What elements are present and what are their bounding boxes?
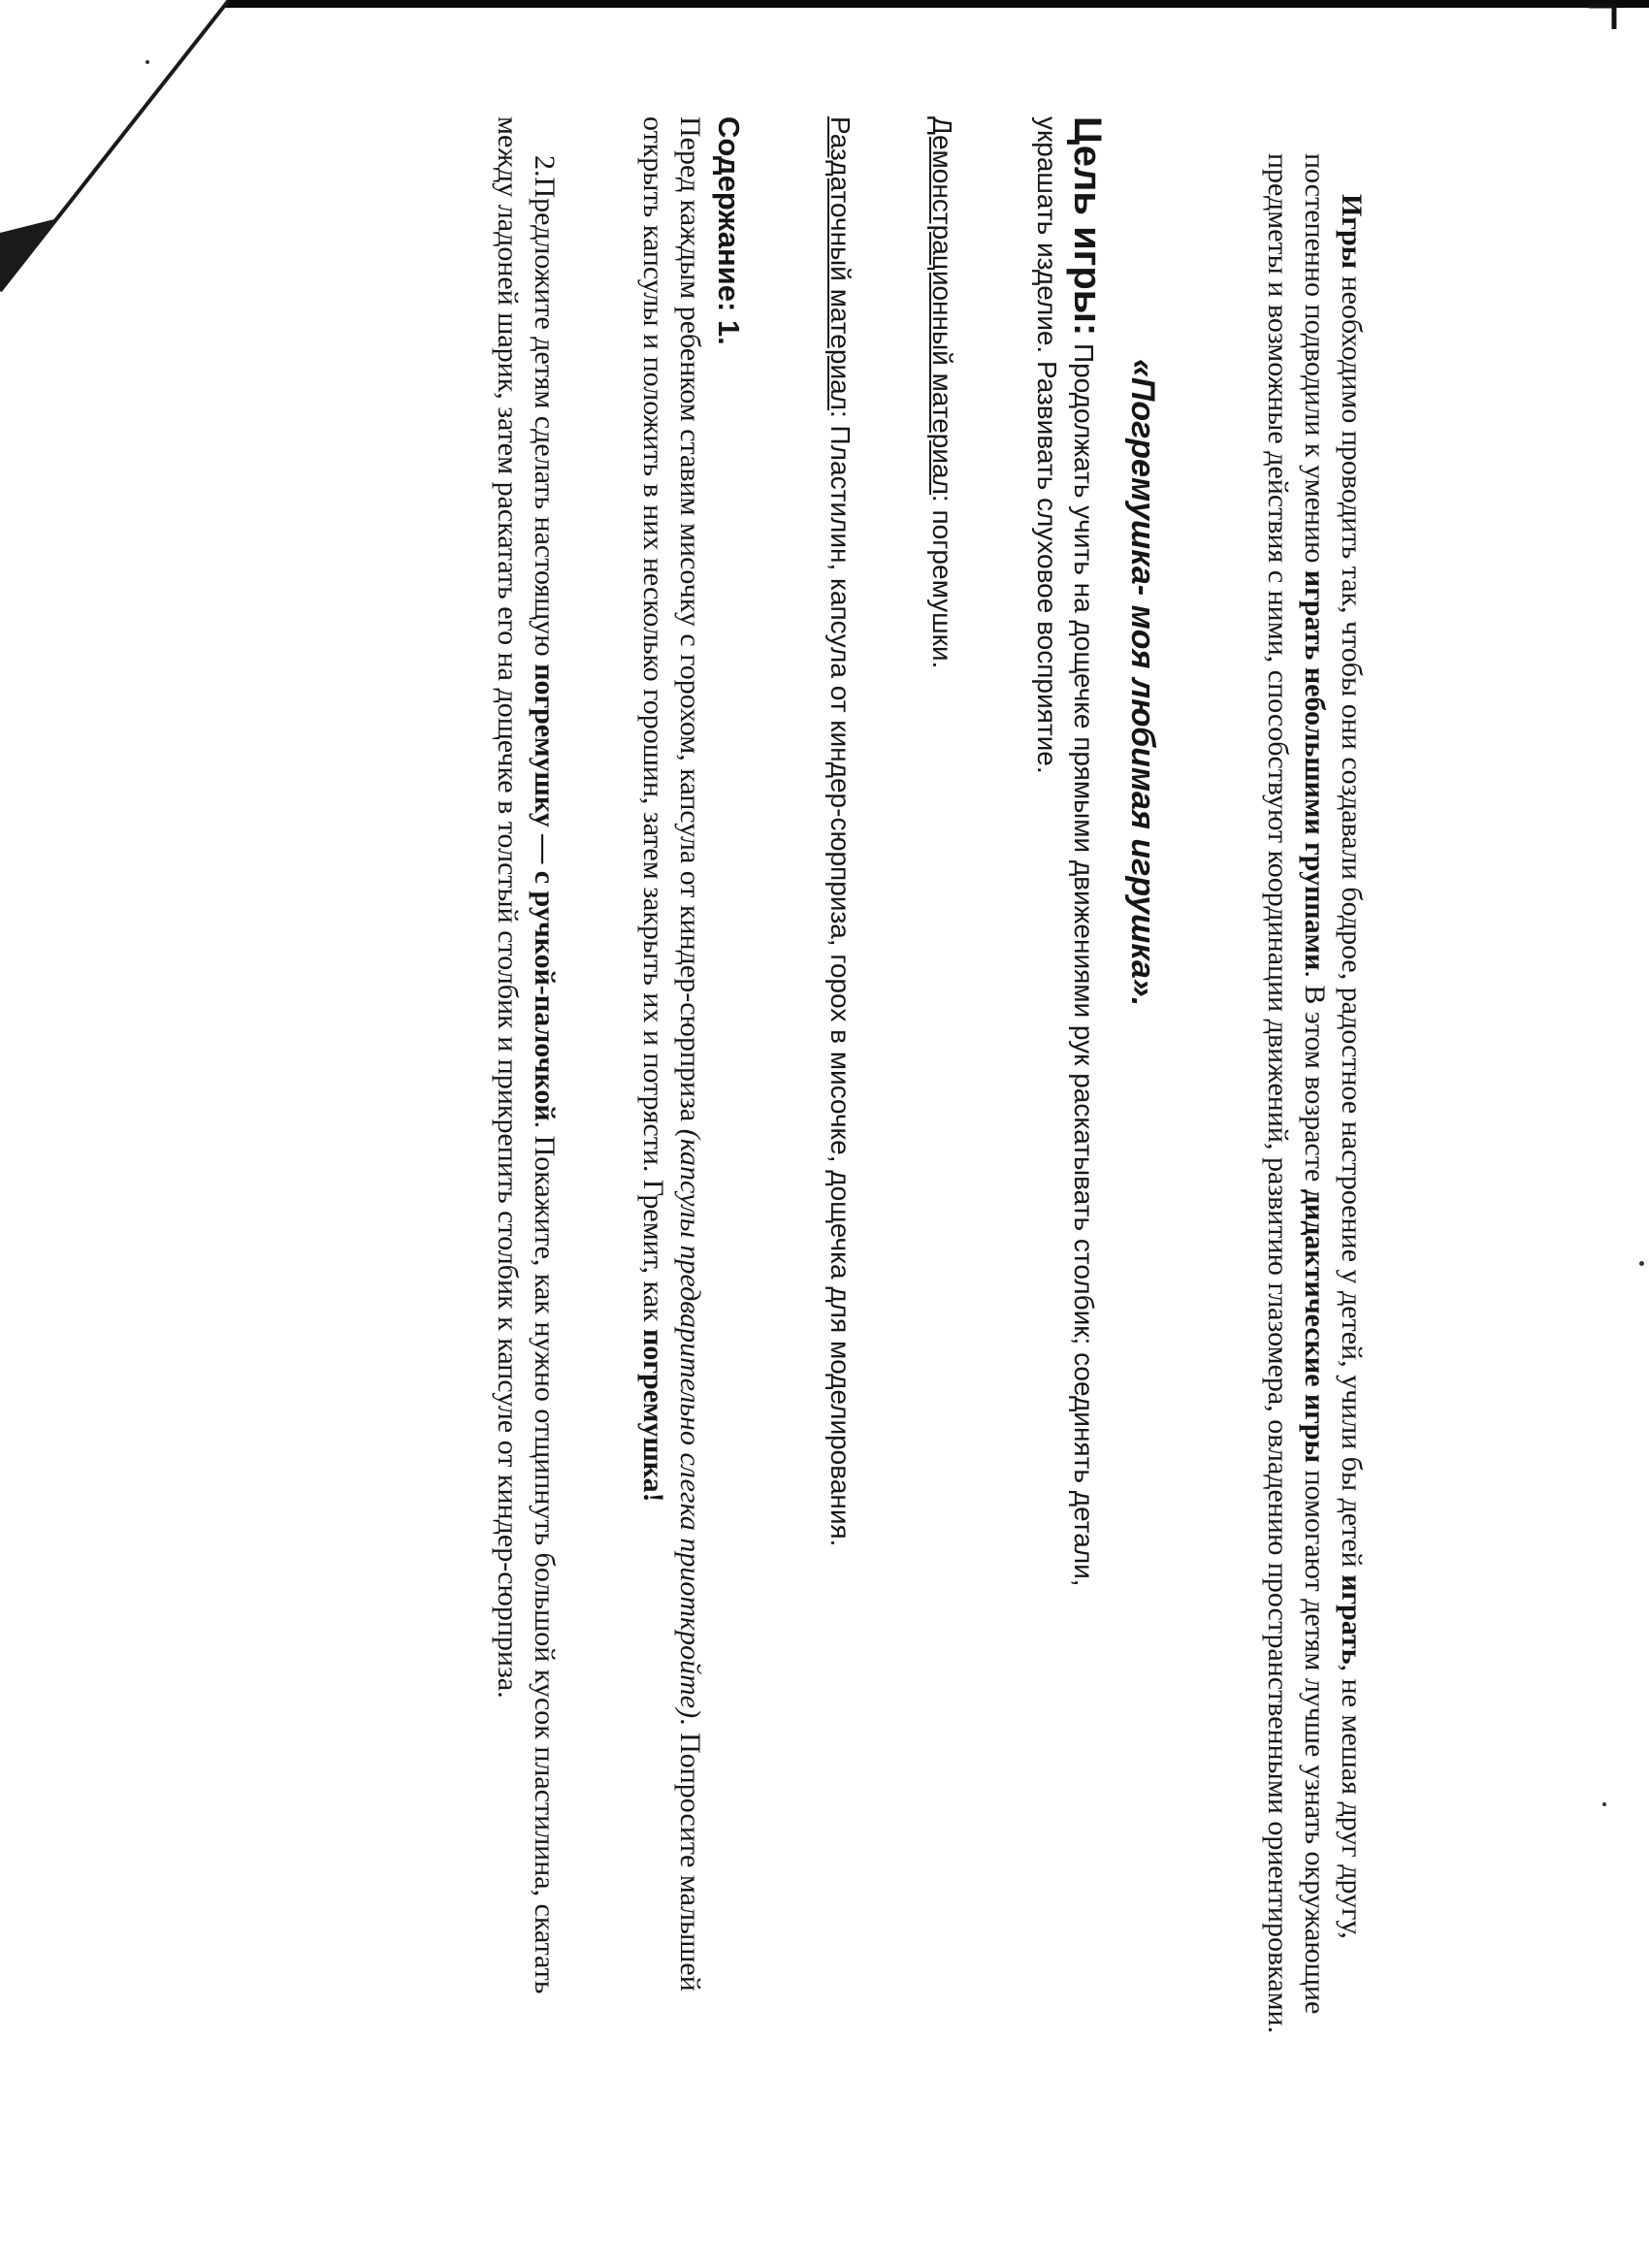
handout-material xyxy=(822,116,858,2086)
intro-bold-didactic: дидактические игры xyxy=(1299,1188,1331,1464)
goal-text-continued: украшать изделие. Развивать слуховое восприятие. xyxy=(1032,116,1062,774)
demo-material-label: Демонстрационный материал xyxy=(927,116,957,495)
intro-text: . В этом возрасте xyxy=(1299,970,1331,1189)
goal-paragraph xyxy=(1028,116,1109,2086)
scan-speck xyxy=(1602,1802,1606,1806)
step-2-paragraph xyxy=(489,116,563,2057)
step-2-text: 2.Предложите детям сделать настоящую xyxy=(529,155,561,664)
step-2-text: . Покажите, как нужно отщипнуть большой кусок пластилина, скатать между ладоней шарик, затем раскатать его на дощечке в толстый столбик и прикрепить столбик к капсуле от киндер-сюрприза. xyxy=(492,116,561,1994)
scan-speck xyxy=(1639,1261,1644,1266)
scan-speck xyxy=(146,60,149,64)
intro-text: необходимо проводить так, чтобы они создавали бодрое, радостное настроение у детей, учили бы детей xyxy=(1336,269,1368,1575)
goal-label: Цель игры: xyxy=(1066,116,1109,337)
step-1-text: Перед каждым ребенком ставим мисочку с горохом, капсула от киндер-сюрприза xyxy=(674,116,706,1129)
intro-bold-play: играть xyxy=(1336,1574,1368,1665)
step-1-italic-note: (капсулы предварительно слегка приоткройте) xyxy=(674,1128,706,1719)
intro-text: , не мешая друг другу, постепенно подводили к умению xyxy=(1299,153,1368,1939)
step-1-text: . Попросите малышей открыть капсулы и положить в них несколько горошин, затем закрыть их и потрясти. Гремит, как xyxy=(637,116,706,1992)
intro-paragraph xyxy=(1259,153,1370,2074)
content-heading: Содержание: 1. xyxy=(712,116,746,345)
handout-material-label: Раздаточный материал xyxy=(825,116,856,410)
intro-bold-groups: играть небольшими группами xyxy=(1299,569,1331,971)
step-2-bold-rattle-handle: погремушку — с ручкой-палочкой xyxy=(529,664,561,1121)
scan-corner-mark xyxy=(1585,0,1633,33)
step-1-bold-rattle: погремушка xyxy=(637,1329,669,1493)
demo-material-text: : погремушки. xyxy=(927,494,957,669)
step-1-paragraph xyxy=(634,116,708,2057)
intro-bold-games: Игры xyxy=(1336,194,1368,270)
demo-material xyxy=(923,116,960,668)
handout-material-text: : Пластилин, капсула от киндер-сюрприза, горох в мисочке, дощечка для моделирования. xyxy=(825,410,856,1547)
game-title: «Погремушка- моя любимая игрушка». xyxy=(1124,359,1161,1007)
step-1-exclamation: ! xyxy=(637,1492,669,1503)
intro-text: помогают детям лучше узнать окружающие предметы и возможные действия с ними, способствуют координации движений, развитию глазомера, овладению пространственными ориентировками. xyxy=(1262,153,1331,2034)
document-page xyxy=(10,116,1387,2095)
goal-text: Продолжать учить на дощечке прямыми движениями рук раскатывать столбик; соединять детали, xyxy=(1069,336,1099,1587)
